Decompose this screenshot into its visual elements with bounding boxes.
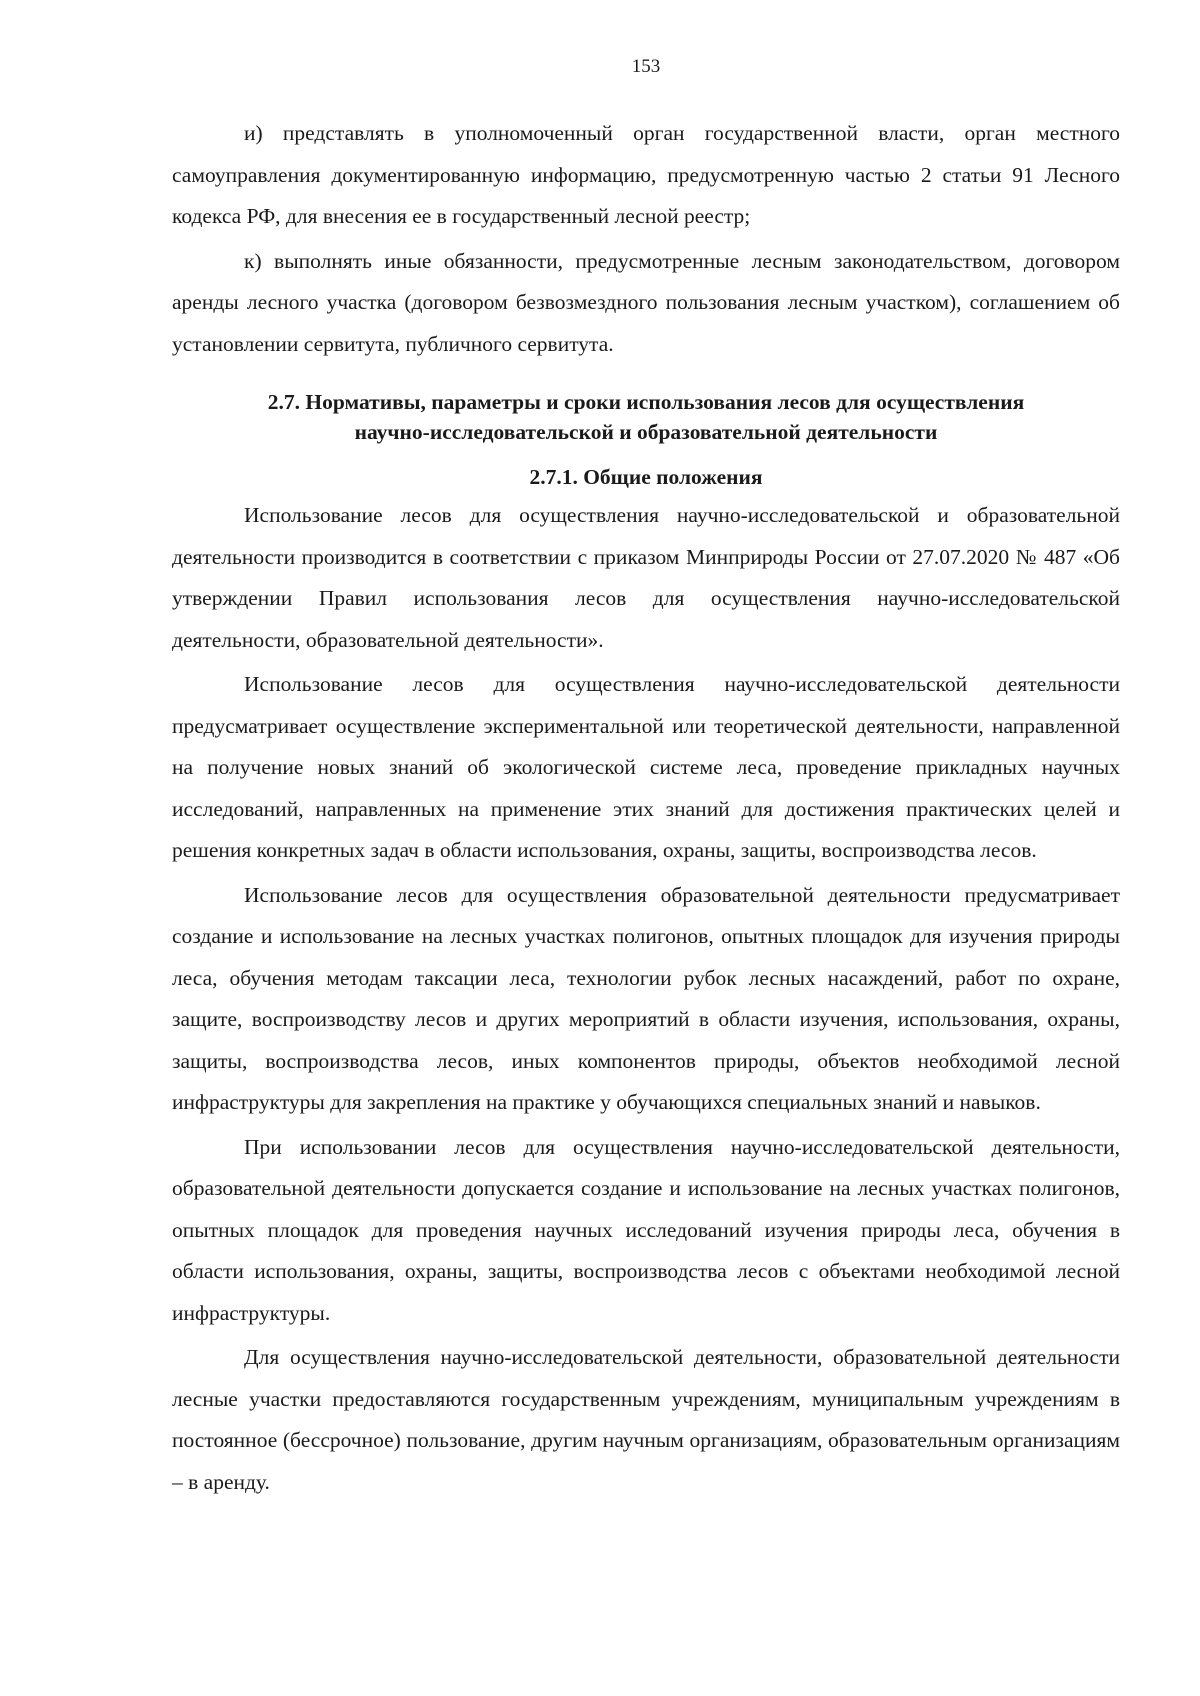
body-paragraph: Использование лесов для осуществления научно-исследовательской деятельности предусматривает осуществление экспериментальной или теоретической деятельности, направленной на получение новых знаний об экологической системе леса, проведение прикладных научных исследований, направленных на применение этих знаний для достижения практических целей и решения конкретных задач в области использования, охраны, защиты, воспроизводства лесов. (172, 672, 1120, 862)
page-content (172, 113, 1120, 1503)
body-paragraph: Использование лесов для осуществления образовательной деятельности предусматривает создание и использование на лесных участках полигонов, опытных площадок для изучения природы леса, обучения методам таксации леса, технологии рубок лесных насаждений, работ по охране, защите, воспроизводству лесов и других мероприятий в области изучения, использования, охраны, защиты, воспроизводства лесов, иных компонентов природы, объектов необходимой лесной инфраструктуры для закрепления на практике у обучающихся специальных знаний и навыков. (172, 882, 1120, 1114)
body-paragraph: Для осуществления научно-исследовательской деятельности, образовательной деятельности лесные участки предоставляются государственным учреждениям, муниципальным учреждениям в постоянное (бессрочное) пользование, другим научным организациям, образовательным организациям – в аренду. (172, 1345, 1120, 1494)
paragraph-item-i: и) представлять в уполномоченный орган государственной власти, орган местного самоуправления документированную информацию, предусмотренную частью 2 статьи 91 Лесного кодекса РФ, для внесения ее в государственный лесной реестр; (172, 121, 1120, 228)
section-heading-line-2: научно-исследовательской и образовательной деятельности (354, 420, 938, 444)
paragraph-item-k: к) выполнять иные обязанности, предусмотренные лесным законодательством, договором аренды лесного участка (договором безвозмездного пользования лесным участком), соглашением об установлении сервитута, публичного сервитута. (172, 248, 1120, 356)
page-number: 153 (631, 56, 661, 77)
body-paragraph: Использование лесов для осуществления научно-исследовательской и образовательной деятельности производится в соответствии с приказом Минприроды России от 27.07.2020 № 487 «Об утверждении Правил использования лесов для осуществления научно-исследовательской деятельности, образовательной деятельности». (172, 503, 1120, 652)
section-heading (172, 387, 1120, 447)
body-paragraph: При использовании лесов для осуществления научно-исследовательской деятельности, образовательной деятельности допускается создание и использование на лесных участках полигонов, опытных площадок для проведения научных исследований изучения природы леса, обучения в области использования, охраны, защиты, воспроизводства лесов с объектами необходимой лесной инфраструктуры. (172, 1134, 1120, 1325)
section-heading-line-1: 2.7. Нормативы, параметры и сроки использования лесов для осуществления (267, 390, 1025, 414)
subsection-heading: 2.7.1. Общие положения (529, 465, 763, 489)
